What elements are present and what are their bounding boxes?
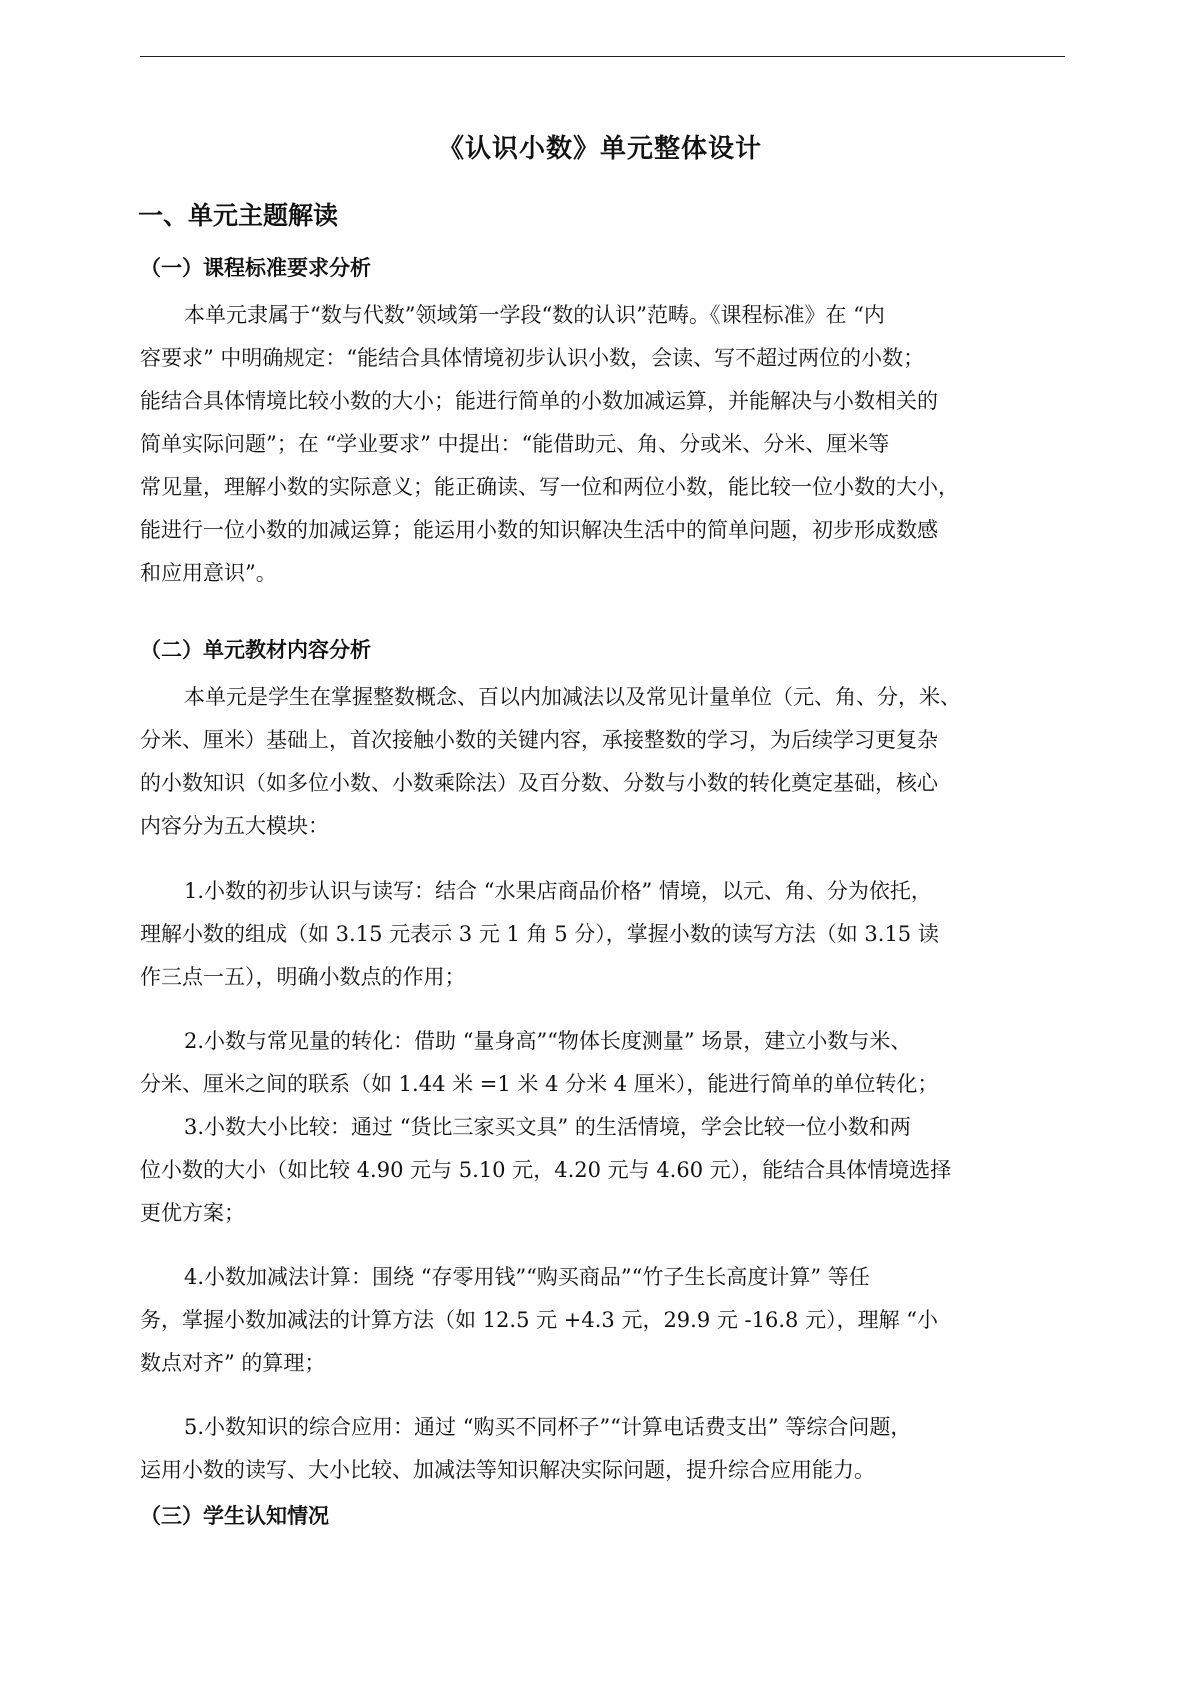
module-item-2 [140,1020,1065,1106]
text-line: 内容分为五大模块： [140,814,329,838]
text-line: 能进行一位小数的加减运算；能运用小数的知识解决生活中的简单问题，初步形成数感 [140,518,938,542]
header-rule [140,56,1065,57]
text-line: 分米、厘米之间的联系（如 1.44 米 =1 米 4 分米 4 厘米），能进行简单的单位转化； [140,1072,939,1096]
text-line: 分米、厘米）基础上，首次接触小数的关键内容，承接整数的学习，为后续学习更复杂 [140,728,938,752]
subsection-heading-3: （三）学生认知情况 [140,1504,329,1528]
text-line: 理解小数的组成（如 3.15 元表示 3 元 1 角 5 分），掌握小数的读写方法（如 3.15 读 [140,922,939,946]
subsection-heading-1: （一）课程标准要求分析 [140,256,371,280]
paragraph-content-intro [140,676,1065,848]
text-line: 2.小数与常见量的转化：借助 “量身高”“物体长度测量” 场景，建立小数与米、 [184,1029,912,1053]
text-line: 和应用意识”。 [140,561,277,585]
text-line: 容要求” 中明确规定：“能结合具体情境初步认识小数，会读、写不超过两位的小数； [140,346,925,370]
document-title: 《认识小数》单元整体设计 [437,134,762,164]
text-line: 本单元隶属于“数与代数”领域第一学段“数的认识”范畴。《课程标准》在 “内 [184,303,885,327]
text-line: 运用小数的读写、大小比较、加减法等知识解决实际问题，提升综合应用能力。 [140,1458,875,1482]
module-item-3 [140,1106,1065,1235]
text-line: 作三点一五），明确小数点的作用； [140,965,466,989]
text-line: 5.小数知识的综合应用：通过 “购买不同杯子”“计算电话费支出” 等综合问题， [184,1415,912,1439]
text-line: 3.小数大小比较：通过 “货比三家买文具” 的生活情境，学会比较一位小数和两 [184,1115,911,1139]
module-item-5 [140,1406,1065,1492]
text-line: 数点对齐” 的算理； [140,1351,326,1375]
text-line: 能结合具体情境比较小数的大小；能进行简单的小数加减运算，并能解决与小数相关的 [140,389,938,413]
text-line: 更优方案； [140,1201,245,1225]
module-item-1 [140,870,1065,999]
subsection-heading-2: （二）单元教材内容分析 [140,638,371,662]
text-line: 位小数的大小（如比较 4.90 元与 5.10 元，4.20 元与 4.60 元），能结合具体情境选择 [140,1158,952,1182]
module-item-4 [140,1256,1065,1385]
text-line: 4.小数加减法计算：围绕 “存零用钱”“购买商品”“竹子生长高度计算” 等任 [184,1265,870,1289]
text-line: 简单实际问题”；在 “学业要求” 中提出：“能借助元、角、分或米、分米、厘米等 [140,432,890,456]
text-line: 本单元是学生在掌握整数概念、百以内加减法以及常见计量单位（元、角、分，米、 [184,685,961,709]
section-heading-1: 一、单元主题解读 [138,201,339,230]
paragraph-curriculum-standard [140,294,1065,595]
text-line: 1.小数的初步认识与读写：结合 “水果店商品价格” 情境，以元、角、分为依托， [184,879,932,903]
text-line: 的小数知识（如多位小数、小数乘除法）及百分数、分数与小数的转化奠定基础，核心 [140,771,938,795]
text-line: 务，掌握小数加减法的计算方法（如 12.5 元 +4.3 元，29.9 元 -16.8 元），理解 “小 [140,1308,938,1332]
text-line: 常见量，理解小数的实际意义；能正确读、写一位和两位小数，能比较一位小数的大小， [140,475,959,499]
